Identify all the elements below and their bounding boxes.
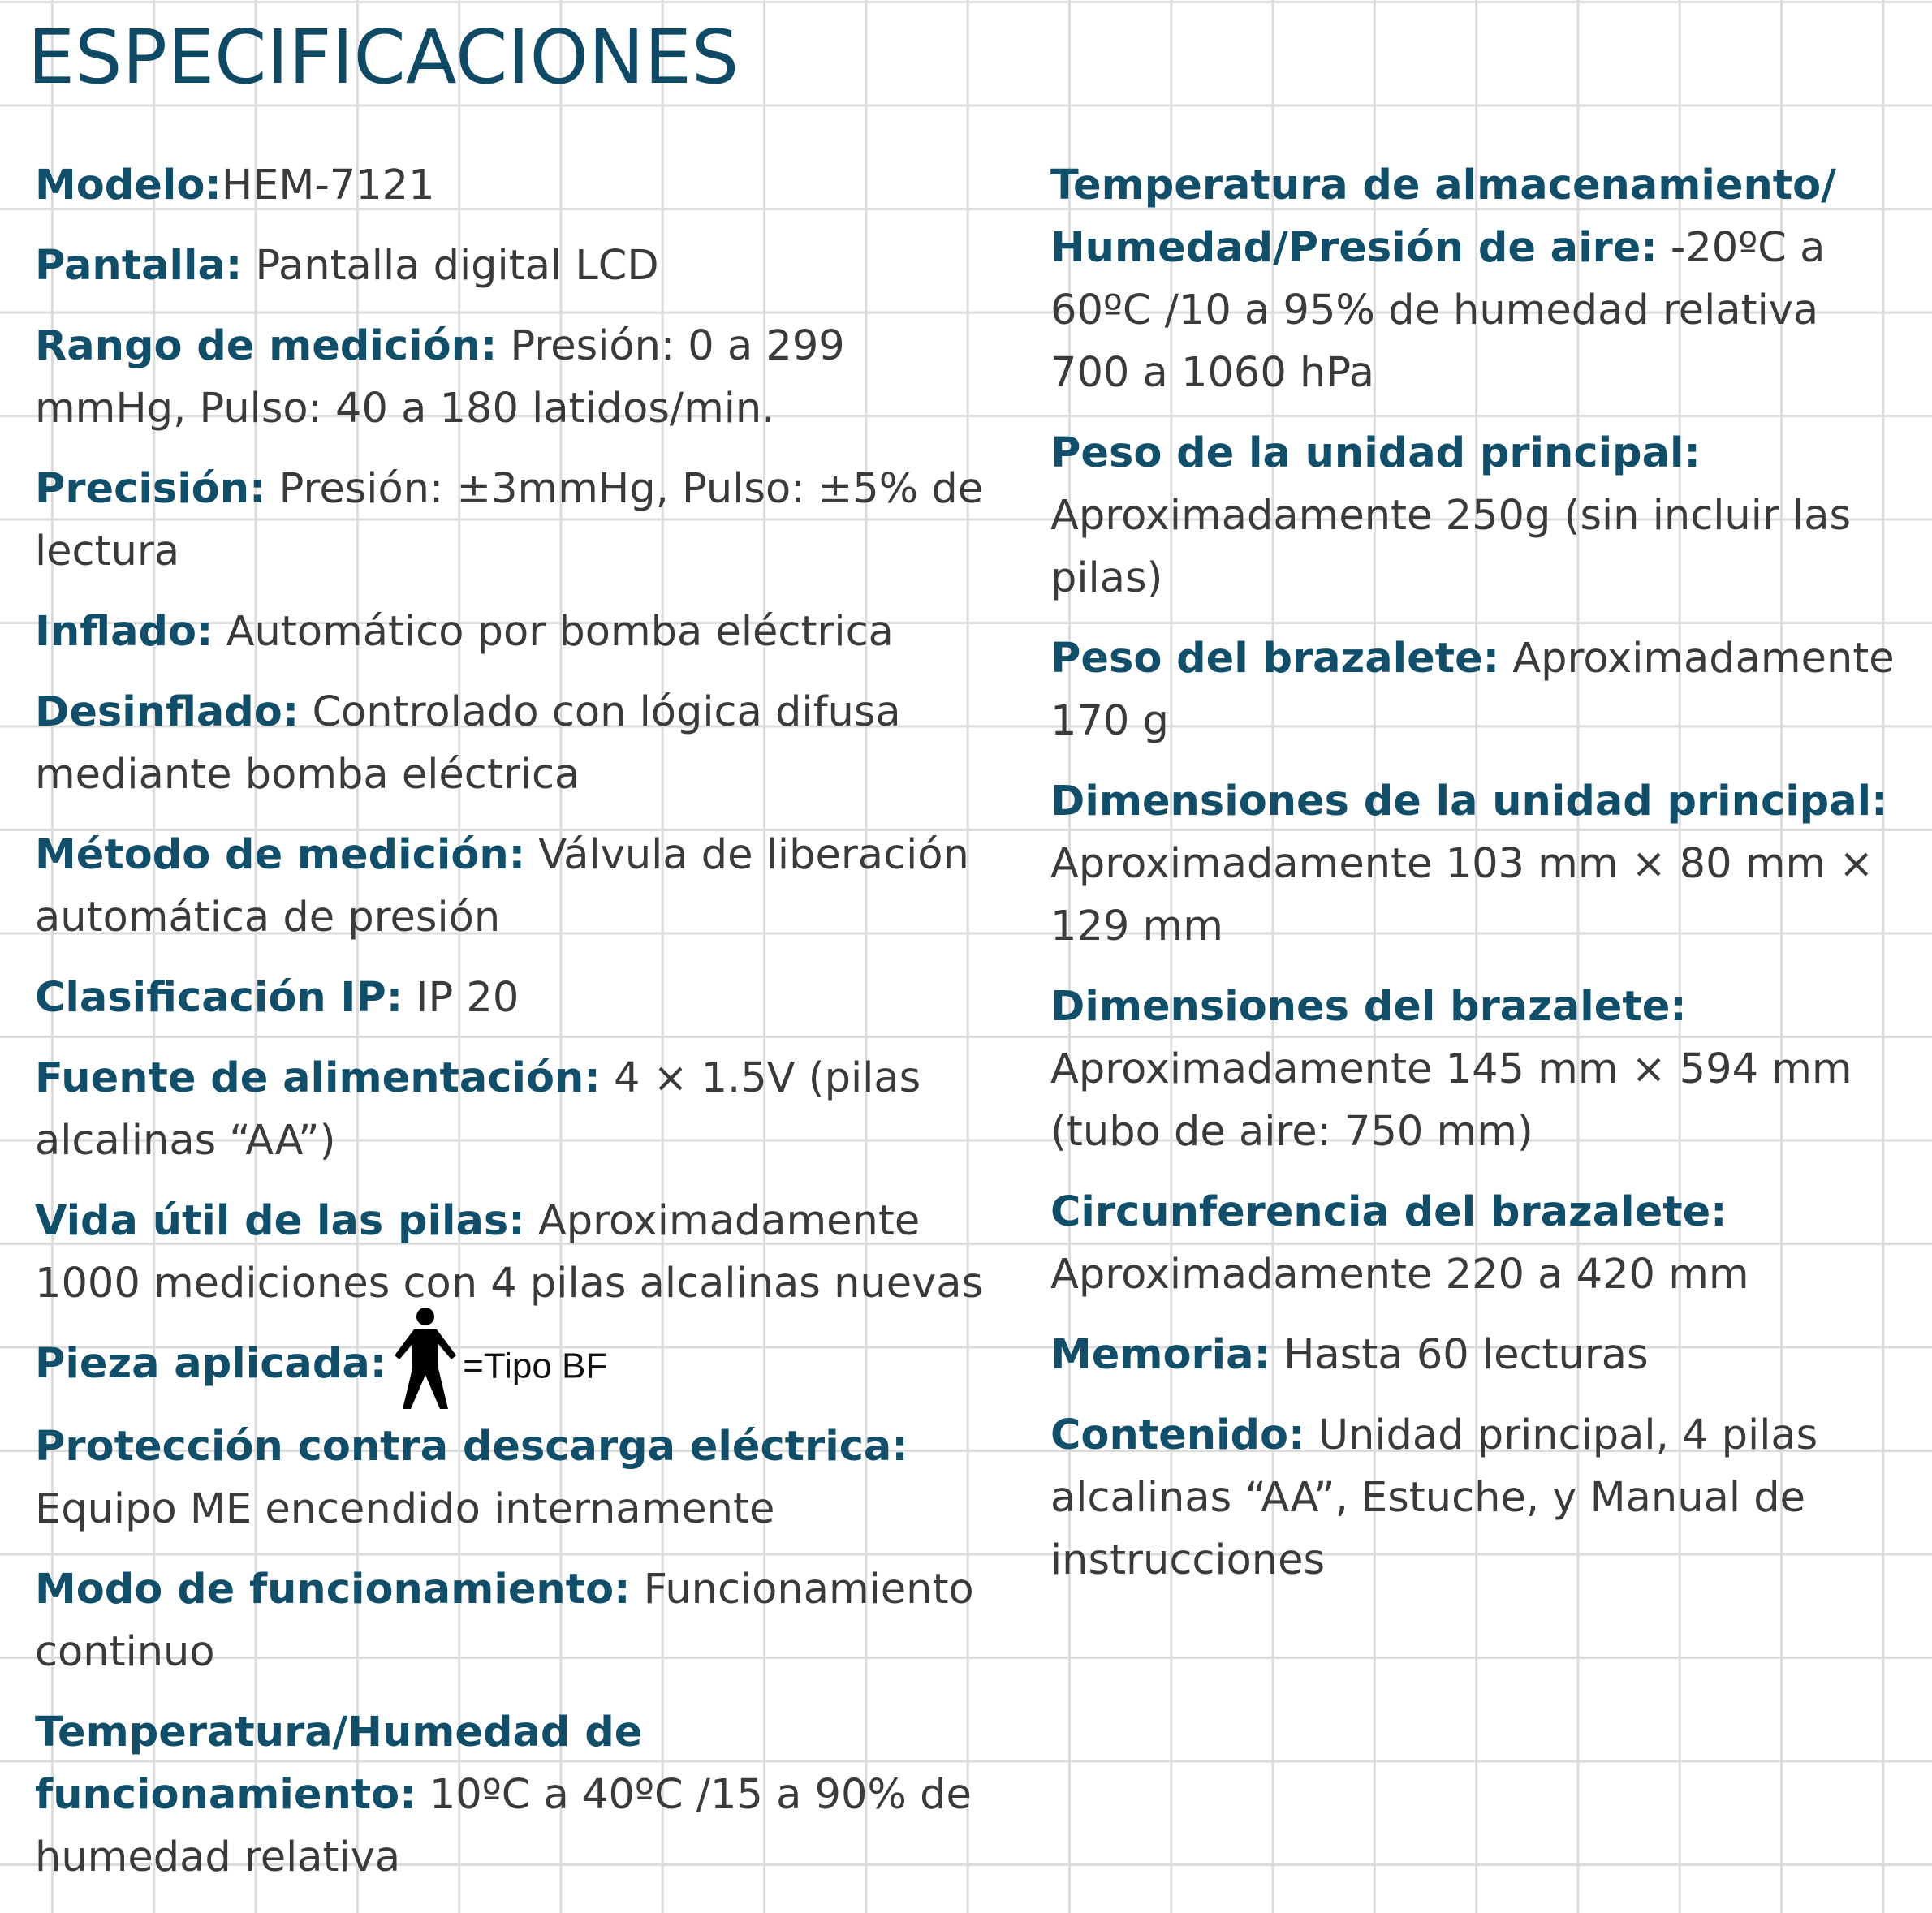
spec-label: Rango de medición: xyxy=(35,322,498,370)
spec-value: Presión: ±3mmHg, Pulso: ±5% de lectura xyxy=(35,465,984,575)
spec-operating-temperature xyxy=(35,1701,1009,1889)
spec-electric-shock-protection xyxy=(35,1415,1009,1540)
spec-model xyxy=(35,154,1009,217)
spec-value: HEM-7121 xyxy=(221,162,435,209)
spec-value: Aproximadamente 250g (sin incluir las pilas) xyxy=(1050,492,1852,602)
spec-label: Método de medición: xyxy=(35,831,526,879)
spec-label: Peso del brazalete: xyxy=(1050,635,1500,683)
spec-label: Fuente de alimentación: xyxy=(35,1054,601,1102)
spec-cuff-weight xyxy=(1050,627,1903,752)
spec-deflation xyxy=(35,681,1009,806)
spec-measurement-range xyxy=(35,315,1009,440)
spec-value: Aproximadamente 220 a 420 mm xyxy=(1050,1251,1749,1299)
page-title: ESPECIFICACIONES xyxy=(28,14,740,101)
spec-cuff-dimensions xyxy=(1050,976,1903,1163)
spec-label: Precisión: xyxy=(35,465,266,513)
spec-value: Hasta 60 lecturas xyxy=(1270,1331,1649,1379)
spec-measurement-method xyxy=(35,824,1009,949)
spec-value: -20ºC a 60ºC /10 a 95% de humedad relativa 700 a 1060 hPa xyxy=(1050,224,1826,397)
spec-value: Automático por bomba eléctrica xyxy=(213,608,894,656)
spec-label: Inflado: xyxy=(35,608,213,656)
spec-main-unit-dimensions xyxy=(1050,770,1903,958)
spec-value: Presión: 0 a 299 mmHg, Pulso: 40 a 180 latidos/min. xyxy=(35,322,845,433)
spec-contents xyxy=(1050,1404,1903,1592)
spec-applied-part xyxy=(35,1333,1009,1398)
specs-right-column xyxy=(1050,154,1903,1609)
spec-label: Clasificación IP: xyxy=(35,974,403,1022)
spec-ip-classification xyxy=(35,967,1009,1029)
spec-label: Dimensiones del brazalete: xyxy=(1050,983,1687,1031)
spec-label: Temperatura/Humedad de funcionamiento: xyxy=(35,1708,643,1819)
specs-left-column xyxy=(35,154,1009,1907)
spec-value: Aproximadamente 145 mm × 594 mm (tubo de aire: 750 mm) xyxy=(1050,1045,1852,1156)
spec-label: Temperatura de almacenamiento/ Humedad/Presión de aire: xyxy=(1050,162,1836,272)
spec-label: Contenido: xyxy=(1050,1411,1305,1459)
spec-value: Aproximadamente 1000 mediciones con 4 pilas alcalinas nuevas xyxy=(35,1197,984,1308)
spec-main-unit-weight xyxy=(1050,422,1903,610)
spec-value: Unidad principal, 4 pilas alcalinas “AA”, Estuche, y Manual de instrucciones xyxy=(1050,1411,1818,1584)
type-bf-person-icon xyxy=(391,1305,459,1411)
spec-memory xyxy=(1050,1324,1903,1386)
spec-battery-life xyxy=(35,1190,1009,1315)
spec-value: Controlado con lógica difusa mediante bomba eléctrica xyxy=(35,688,901,799)
spec-value: IP 20 xyxy=(403,974,520,1022)
spec-label: Peso de la unidad principal: xyxy=(1050,429,1701,477)
spec-label: Pieza aplicada: xyxy=(35,1340,387,1388)
spec-operation-mode xyxy=(35,1558,1009,1683)
spec-value: Pantalla digital LCD xyxy=(242,242,659,290)
spec-label: Memoria: xyxy=(1050,1331,1270,1379)
spec-label: Pantalla: xyxy=(35,242,243,290)
spec-label: Vida útil de las pilas: xyxy=(35,1197,525,1245)
spec-accuracy xyxy=(35,458,1009,583)
spec-display xyxy=(35,235,1009,297)
spec-value: Funcionamiento continuo xyxy=(35,1565,974,1676)
spec-label: Modelo: xyxy=(35,162,222,209)
spec-value: Aproximadamente 170 g xyxy=(1050,635,1895,745)
spec-label: Modo de funcionamiento: xyxy=(35,1565,631,1614)
spec-value: 10ºC a 40ºC /15 a 90% de humedad relativa xyxy=(35,1770,972,1881)
spec-label: Desinflado: xyxy=(35,688,300,736)
spec-value: Válvula de liberación automática de presión xyxy=(35,831,969,941)
spec-label: Protección contra descarga eléctrica: xyxy=(35,1422,908,1471)
spec-cuff-circumference xyxy=(1050,1181,1903,1306)
spec-label: Dimensiones de la unidad principal: xyxy=(1050,778,1888,825)
spec-value: Equipo ME encendido internamente xyxy=(35,1484,775,1533)
spec-inflation xyxy=(35,601,1009,663)
spec-label: Circunferencia del brazalete: xyxy=(1050,1188,1727,1236)
spec-power-source xyxy=(35,1047,1009,1172)
spec-storage-conditions xyxy=(1050,154,1903,404)
spec-value: =Tipo BF xyxy=(463,1346,608,1386)
spec-value: Aproximadamente 103 mm × 80 mm × 129 mm xyxy=(1050,840,1874,950)
spec-value: 4 × 1.5V (pilas alcalinas “AA”) xyxy=(35,1054,921,1165)
